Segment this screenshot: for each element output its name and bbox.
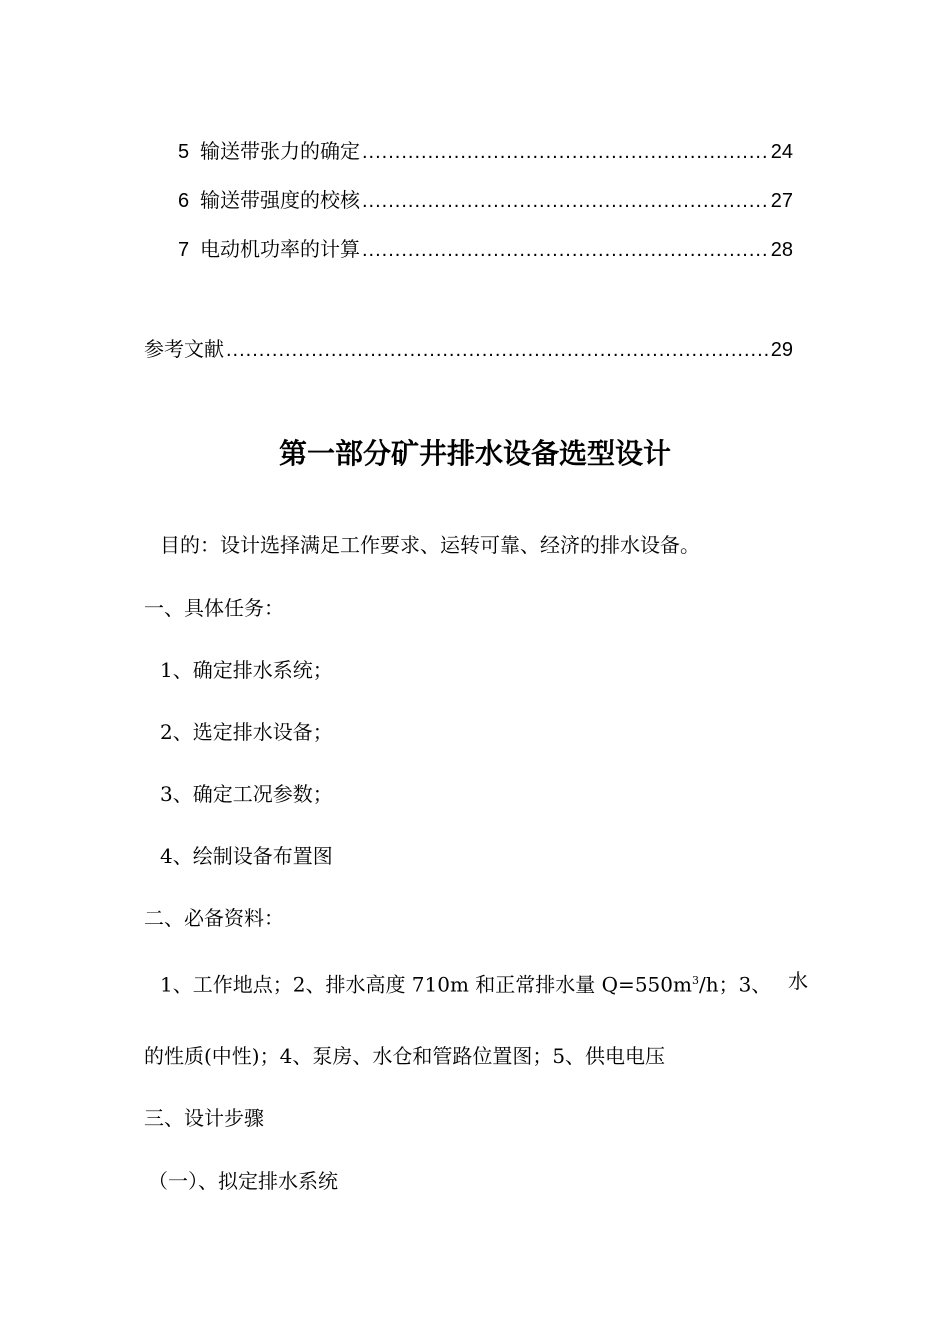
toc-entry-number: 6 <box>178 190 190 212</box>
toc-entry-references[interactable] <box>144 337 793 363</box>
toc-entry-page: 27 <box>770 190 793 212</box>
toc-entry[interactable] <box>178 188 793 214</box>
list-item: 3、确定工况参数； <box>160 782 333 806</box>
toc-dot-leader <box>362 139 769 165</box>
toc-entry-number: 5 <box>178 141 190 163</box>
toc-dot-leader <box>362 237 769 263</box>
materials-text-main: 1、工作地点；2、排水高度 710m 和正常排水量 Q=550m <box>160 972 692 997</box>
subsection-title: （一）、拟定排水系统 <box>148 1169 338 1193</box>
materials-text <box>160 967 771 999</box>
section-title: 一、具体任务： <box>144 596 284 620</box>
toc-entry-page: 29 <box>770 339 793 361</box>
list-item: 4、绘制设备布置图 <box>160 844 333 868</box>
toc-entry-title: 参考文献 <box>144 339 224 361</box>
toc-entry[interactable] <box>178 237 793 263</box>
list-item: 1、确定排水系统； <box>160 658 333 682</box>
toc-dot-leader <box>362 188 769 214</box>
toc-entry[interactable] <box>178 139 793 165</box>
toc-entry-title: 电动机功率的计算 <box>200 239 360 261</box>
toc-entry-title: 输送带强度的校核 <box>200 190 360 212</box>
section-heading: 第一部分矿井排水设备选型设计 <box>278 437 671 470</box>
toc-entry-title: 输送带张力的确定 <box>200 141 360 163</box>
list-item: 2、选定排水设备； <box>160 720 333 744</box>
toc-entry-number: 7 <box>178 239 190 261</box>
toc-entry-page: 24 <box>770 141 793 163</box>
goal-paragraph: 目的：设计选择满足工作要求、运转可靠、经济的排水设备。 <box>160 533 700 557</box>
materials-text-end: 水 <box>788 969 808 993</box>
superscript: 3 <box>691 974 699 987</box>
section-title: 三、设计步骤 <box>144 1106 264 1130</box>
toc-dot-leader <box>226 337 769 363</box>
materials-text-tail: /h；3、 <box>698 972 772 997</box>
toc-entry-page: 28 <box>770 239 793 261</box>
materials-paragraph-line <box>160 967 808 999</box>
materials-paragraph-line: 的性质(中性)；4、泵房、水仓和管路位置图；5、供电电压 <box>144 1044 666 1068</box>
section-title: 二、必备资料： <box>144 906 284 930</box>
